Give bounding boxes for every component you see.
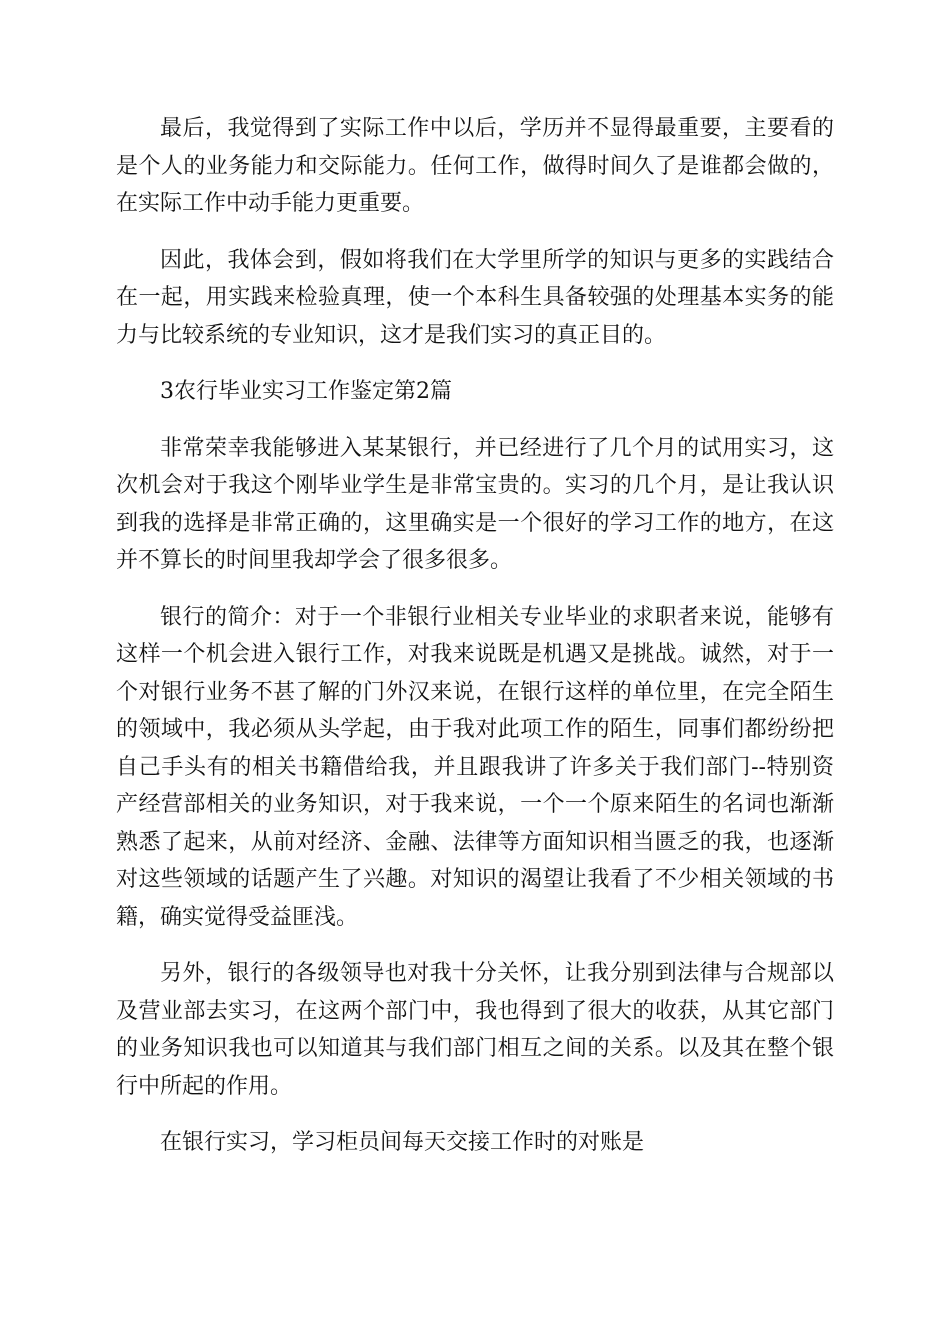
- paragraph-introduction: 非常荣幸我能够进入某某银行，并已经进行了几个月的试用实习，这次机会对于我这个刚毕业学生是非常宝贵的。实习的几个月，是让我认识到我的选择是非常正确的，这里确实是一个很好的学习工作的地方，在这并不算长的时间里我却学会了很多很多。: [116, 435, 834, 573]
- paragraph-purpose: 因此，我体会到，假如将我们在大学里所学的知识与更多的实践结合在一起，用实践来检验真理，使一个本科生具备较强的处理基本实务的能力与比较系统的专业知识，这才是我们实习的真正目的。: [116, 247, 834, 348]
- document-page: [116, 110, 834, 1181]
- paragraph-conclusion: 最后，我觉得到了实际工作中以后，学历并不显得最重要，主要看的是个人的业务能力和交际能力。任何工作，做得时间久了是谁都会做的，在实际工作中动手能力更重要。: [116, 116, 834, 216]
- paragraph-departments: 另外，银行的各级领导也对我十分关怀，让我分别到法律与合规部以及营业部去实习，在这两个部门中，我也得到了很大的收获，从其它部门的业务知识我也可以知道其与我们部门相互之间的关系。以及其在整个银行中所起的作用。: [116, 961, 834, 1099]
- paragraph-teller-work: 在银行实习，学习柜员间每天交接工作时的对账是: [160, 1130, 645, 1155]
- paragraph-bank-intro: 银行的简介：对于一个非银行业相关专业毕业的求职者来说，能够有这样一个机会进入银行工作，对我来说既是机遇又是挑战。诚然，对于一个对银行业务不甚了解的门外汉来说，在银行这样的单位里，在完全陌生的领域中，我必须从头学起，由于我对此项工作的陌生，同事们都纷纷把自己手头有的相关书籍借给我，并且跟我讲了许多关于我们部门--特别资产经营部相关的业务知识，对于我来说，一个一个原来陌生的名词也渐渐熟悉了起来，从前对经济、金融、法律等方面知识相当匮乏的我，也逐渐对这些领域的话题产生了兴趣。对知识的渴望让我看了不少相关领域的书籍，确实觉得受益匪浅。: [116, 604, 834, 930]
- section-heading: 3农行毕业实习工作鉴定第2篇: [160, 379, 452, 404]
